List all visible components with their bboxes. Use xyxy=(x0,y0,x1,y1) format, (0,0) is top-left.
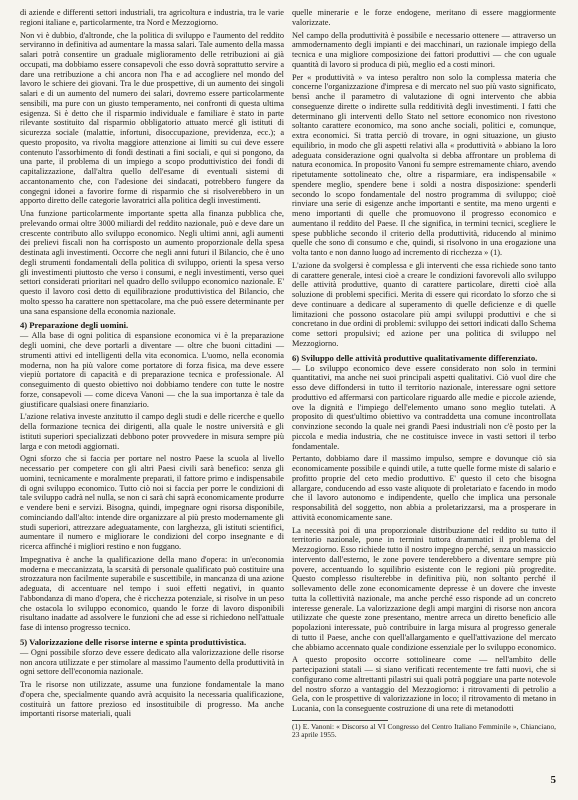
paragraph: Nel campo della produttività è possibile e necessario ottenere — attraverso un ammodernamento degli impianti e dei macchinari, un razionale impiego della tecnica e una migliore composizione dei fattori produttivi — che con uguale quantità di lavoro si produca di più, meglio ed a costi minori. xyxy=(292,30,556,69)
paragraph: — Alla base di ogni politica di espansione economica vi è la preparazione degli uomini, che deve portarli a diventare — oltre che buoni cittadini — strumenti attivi ed intelligenti della vita economica. L'uomo, nella economia moderna, non ha più valore come portatore di forza fisica, ma deve essere viepiù portatore di capacità e di preparazione tecnica e professionale. Al conseguimento di questo obiettivo noi dobbiamo tendere con tutte le nostre forze, consapevoli — come diceva Vanoni — che la sua importanza è tale da giustificare qualsiasi onere finanziario. xyxy=(20,331,284,409)
section-heading-6: 6) Sviluppo delle attività produttive qualitativamente differenziato. xyxy=(292,352,538,363)
paragraph: di aziende e differenti settori industriali, tra agricoltura e industria, tra le varie regioni italiane e, particolarmente, tra Nord e Mezzogiorno. xyxy=(20,8,284,27)
paragraph: Tra le risorse non utilizzate, assume una funzione fondamentale la mano d'opera che, specialmente quando avrà acquisito la necessaria qualificazione, costituirà un fattore prezioso ed insostituibile di progresso. Ma anche importanti risorse materiali, quali xyxy=(20,680,284,719)
paragraph: — Lo sviluppo economico deve essere considerato non solo in termini quantitativi, ma anche nei suoi principali aspetti qualitativi. Ciò vuol dire che esso deve diffondersi in tutto il territorio nazionale, interessare ogni settore produttivo ed affermarsi con particolare riguardo alle medie e piccole aziende, ove la dignità e l'impiego dell'elemento umano sono meglio tutelati. A proposito di quest'ultimo obiettivo va contraddetta una comune incontrollata convinzione secondo la quale nei grandi Paesi industriali non c'è posto per la piccola e media industria, che ne costituisce invece in vasti settori il terbo fondamentale. xyxy=(292,363,556,451)
paragraph: Ogni sforzo che si faccia per portare nel nostro Paese la scuola al livello necessario per competere con gli altri Paesi civili sarà benefico: senza gli uomini, tecnicamente e moralmente preparati, il fattore primo e indispensabile di ogni sviluppo economico. Tutto ciò noi si faccia per porre le condizioni di tale sviluppo cadrà nel nulla, se non ci sarà chi saprà economicamente produrre e vendere beni e servizi. Bisogna, quindi, impegnare ogni risorsa disponibile, cominciando dall'alto: intende dire organizzare al più presto modernamente gli studi superiori, attrezzare adeguatamente, con larghezza, gli istituti scientifici, aumentare il numero e migliorare le condizioni del corpo insegnante e di ricerca affinché i migliori restino e non fuggano. xyxy=(20,454,284,551)
paragraph: L'azione da svolgersi è complessa e gli interventi che essa richiede sono tanto di carattere generale, intesi cioè a creare le condizioni favorevoli allo sviluppo delle attività produttive, quanto di carattere particolare, diretti cioè alla soluzione di problemi specifici. Merita di essere qui ricordato lo sforzo che si deve continuare a dedicare al superamento di quelle deficienze e di quelle limitazioni che possono ostacolare più ampi sviluppi produttivi e che si concretano in due ordini di problemi: sviluppo dei settori indicati dallo Schema come settori propulsivi; ed azione per una politica di sviluppo nel Mezzogiorno. xyxy=(292,260,556,348)
section-heading-5: 5) Valorizzazione delle risorse interne e spinta produttivistica. xyxy=(20,636,247,647)
section-heading-4: 4) Preparazione degli uomini. xyxy=(20,320,129,331)
paragraph: A questo proposito occorre sottolineare come — nell'ambito delle partecipazioni statali — si siano verificati recentemente tre fatti nuovi, che si configurano come altrettanti pilastri sui quali potrà poggiare una parte notevole del nostro sforzo a vantaggio del Mezzogiorno: i ritrovamenti di petrolio a Gela, con le prospettive di valorizzazione in loco; il ritrovamento di metano in Lucania, con la conseguente costruzione di una rete di metanodotti xyxy=(292,655,556,713)
paragraph: Una funzione particolarmente importante spetta alla finanza pubblica che, prelevando ormai oltre 3000 miliardi del reddito nazionale, può e deve dare un crescente contributo allo sviluppo economico. Negli ultimi anni, agli aumenti dei prelievi fiscali non ha corrisposto un aumento proporzionale della spesa destinata agli investimenti. Occorre che negli anni futuri il Bilancio, che è uno degli strumenti fondamentali della politica di sviluppo, orienti la spesa verso gli investimenti piuttosto che verso i consumi, e negli investimenti, verso quei settori considerati prioritari nel quadro dello sviluppo economico nazionale. E' questo il lavoro così detto di equilibrazione produttivistica del Bilancio, che molto spesso ha carattere non spettacolare, ma che può essere determinante per una sana espansione della economia nazionale. xyxy=(20,209,284,316)
right-column xyxy=(292,8,556,740)
paragraph: Impegnativa è anche la qualificazione della mano d'opera: in un'economia moderna e meccanizzata, la scarsità di personale qualificato può costituire una strozzatura non facilmente superabile e suscettibile, in mancanza di una azione adeguata, di accentuare nel tempo i suoi effetti negativi, in quanto l'abbondanza di mano d'opera, che è ricchezza potenziale, si risolve in un peso che ostacola lo sviluppo economico, quando le forze di lavoro disponibili risultano inadatte ad assolvere le funzioni che ad esse si richiedono nell'attuale fase di intenso progresso tecnico. xyxy=(20,554,284,632)
page-number: 5 xyxy=(550,774,556,786)
paragraph: L'azione relativa investe anzitutto il campo degli studi e delle ricerche e quello della formazione tecnica dei dirigenti, alla quale le nostre università e gli istituti superiori specializzati debbono poter provvedere in misura sempre più larga e con metodi aggiornati. xyxy=(20,412,284,451)
paragraph: La necessità poi di una proporzionale distribuzione del reddito su tutto il territorio nazionale, pone in termini tuttora drammatici il problema del Mezzogiorno. Esso richiede tutto il nostro impegno perché, senza un massiccio intervento dall'esterno, le zone povere tenderebbero a diventare sempre più povere, accentuando lo squilibrio esistente con le regioni più progredite. Questo complesso risulterebbe in definitiva più, non soltanto perché il sollevamento delle zone economicamente depresse è un dovere che investe tutta la collettività nazionale, ma anche perché esso risponde ad un concreto interesse generale. La valorizzazione degli ampi margini di risorse non ancora utilizzate che queste zone presentano, mentre arreca un diretto beneficio alle popolazioni interessate, può contribuire in larga misura al progresso generale di tutto il Paese, anche con quell'allargamento e quell'attivazione del mercato che abbiamo accennato quale condizione essenziale per lo sviluppo economico. xyxy=(292,525,557,652)
footnote: (1) E. Vanoni: « Discorso al VI Congresso del Centro Italiano Femminile », Chianciano, 23 aprile 1955. xyxy=(292,721,556,740)
paragraph: Non vi è dubbio, d'altronde, che la politica di sviluppo e l'aumento del reddito serviranno in definitiva ad aumentare la massa salari. Tale aumento della massa salari potrà consentire un graduale miglioramento delle retribuzioni ai già occupati, ma dobbiamo essere consapevoli che esso dovrà soprattutto servire a dare una retribuzione a chi ancora non l'ha e ad accogliere nel mondo del lavoro le schiere dei giovani. Tra le due prospettive, di un aumento dei singoli salari e di un aumento del numero dei salari, dovremo essere particolarmente sensibili, ma pure con un giusto temperamento, nei confronti di questa ultima esigenza. Si è detto che il risparmio individuale e familiare è stato in parte rilevante sostituito dal risparmio obbligatorio attuato mercé gli istituti di sicurezza sociale (malattie, infortuni, disoccupazione, previdenza, ecc.); a questo proposito, va rivolta maggiore attenzione ai limiti su cui deve essere contenuto l'assorbimento di fondi destinati a fini sociali, e qui si pongono, da una parte, il problema di un impiego a scopo produttivistico dei fondi di capitalizzazione, dall'altra quello dell'esame di eventuali sistemi di accantonamento che, con l'adesione dei sindacati, potrebbero fungere da congegni idonei a favorire forme di risparmio che si risolverebbero in un apporto diretto delle categorie lavoratrici alla politica degli investimenti. xyxy=(20,30,284,206)
paragraph: Pertanto, dobbiamo dare il massimo impulso, sempre e dovunque ciò sia economicamente possibile e quindi utile, a tutte quelle forme miste di salario e profitto proprie del ceto medio produttivo. E' questo il ceto che bisogna allargare, conducendo ad esso vaste aliquote di proletariato e facendo in modo che il lavoro autonomo e indipendente, quello che implica una personale responsabilità del soggetto, non abbia a proletarizzarsi, ma a prosperare in attività economicamente sane. xyxy=(292,454,556,522)
paragraph: Per « produttività » va inteso peraltro non solo la complessa materia che concerne l'organizzazione d'impresa e di mercato nel suo più vasto significato, bensì anche il parametro di valutazione di ogni intervento che abbia conseguenze dirette o indirette sulla redditività degli investimenti. I fatti che determinano gli interventi dello Stato nel settore economico non rivestono soltanto carattere economico, ma sono anche sociali, politici e, comunque, extra economici. Si tratta perciò di trovare, in ogni situazione, un giusto equilibrio, in modo che gli aspetti relativi alla « produttività » abbiano la loro adeguata considerazione ogni qualvolta si debba affrontare un problema di natura economica. In proposito Vanoni fu sempre estremamente chiaro, avendo ripetutamente sottolineato che, oltre a risparmiare, era indispensabile « spendere meglio, spendere bene i soldi a nostra disposizione: spenderli secondo lo scopo fondamentale del nostro programma di sviluppo; cioè rinviare una serie di esigenze anche importanti e sentite, ma meno urgenti e meno importanti di quelle che promuovono il progresso economico e aumentano il reddito del Paese. Il che significa, in termini tecnici, scegliere le spese pubbliche secondo il criterio della produttività, riducendo al minimo quelle che sono di consumo e che, quindi, si risolvono in una erogazione una volta tanto e non danno luogo ad incremento di ricchezza » (1). xyxy=(292,72,556,257)
paragraph: — Ogni possibile sforzo deve essere dedicato alla valorizzazione delle risorse non ancora utilizzate e per stimolare al massimo l'aumento della produttività in ogni settore dell'economia nazionale. xyxy=(20,647,284,677)
left-column xyxy=(20,8,284,722)
paragraph: quelle minerarie e le forze endogene, meritano di essere maggiormente valorizzate. xyxy=(292,8,556,27)
footnote-divider xyxy=(292,720,388,721)
